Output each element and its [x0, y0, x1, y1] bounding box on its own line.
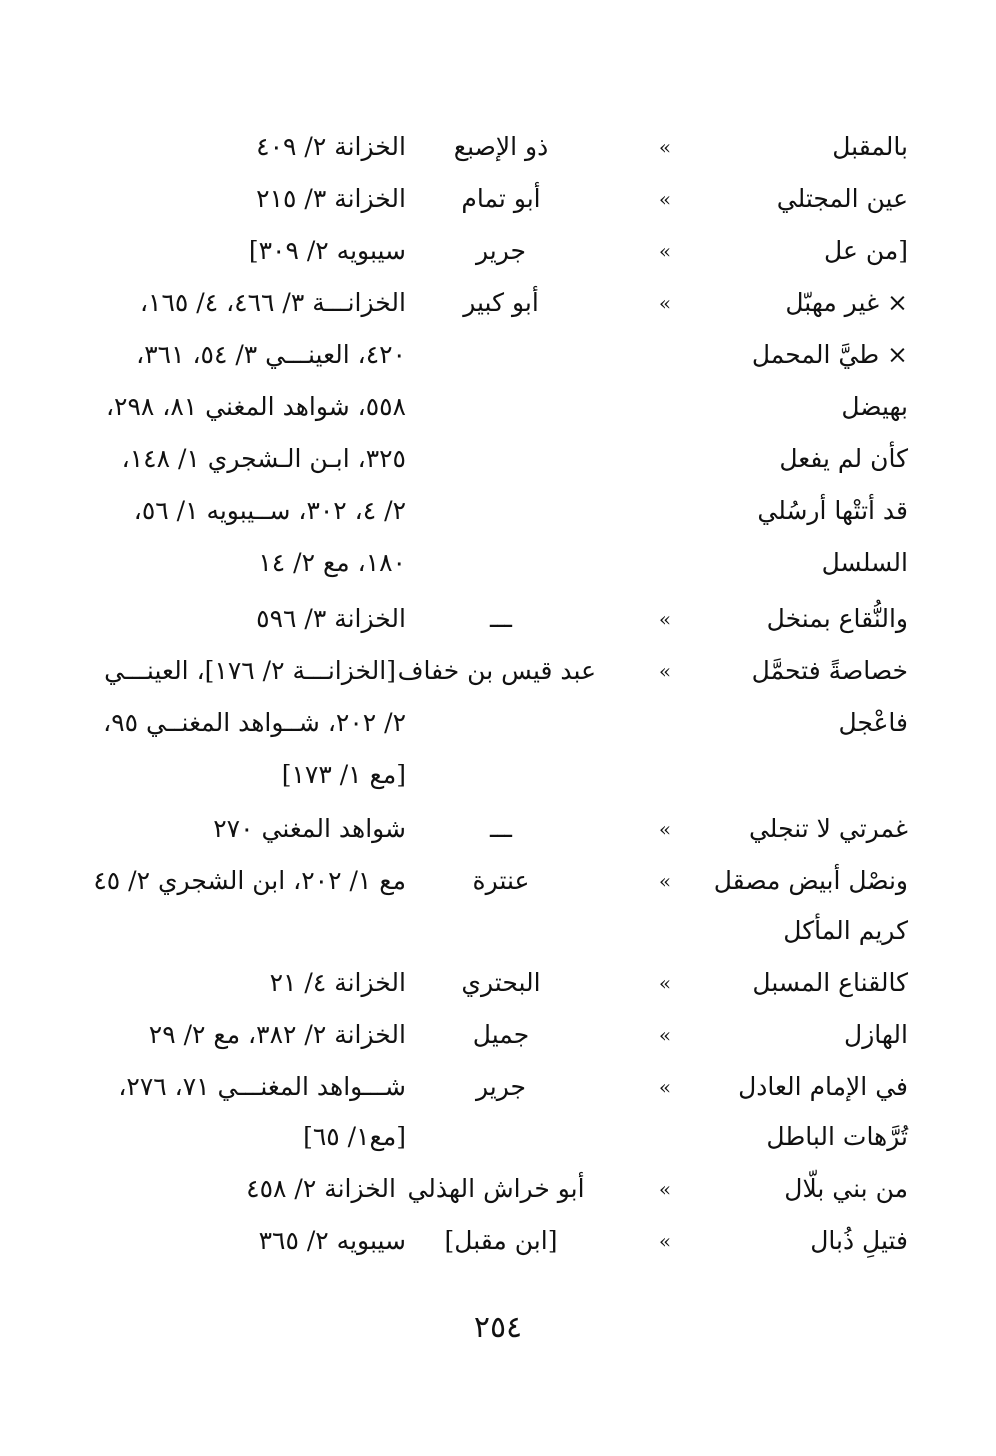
- source-reference: شواهد المغني ٢٧٠: [213, 814, 406, 843]
- ditto-mark: »: [658, 817, 672, 841]
- verse-ending: عين المجتلي: [776, 184, 908, 213]
- verse-ending: فاعْجل: [838, 708, 908, 737]
- source-reference: [مع١/ ٦٥]: [303, 1122, 406, 1151]
- source-reference: الخزانة ٢/ ٣٨٢، مع ٢/ ٢٩: [148, 1020, 406, 1049]
- table-row: [0, 856, 996, 906]
- verse-ending: والنُّقاع بمنخل: [766, 604, 908, 633]
- verse-ending: خصاصةً فتحمَّل: [751, 656, 908, 685]
- table-row: [0, 906, 996, 956]
- ditto-mark: »: [658, 291, 672, 315]
- poet-name: [ابن مقبل]: [444, 1226, 558, 1255]
- ditto-mark: »: [658, 1023, 672, 1047]
- table-row: [0, 1010, 996, 1060]
- verse-ending: كريم المأكل: [783, 916, 908, 945]
- verse-ending: فتيلِ ذُبال: [810, 1226, 908, 1255]
- ditto-mark: [640, 382, 690, 432]
- table-row: [0, 434, 996, 484]
- poet-name: [406, 1112, 596, 1162]
- ditto-mark: [640, 1112, 690, 1162]
- verse-ending: بالمقبل: [832, 132, 908, 161]
- poet-name: [406, 750, 596, 800]
- poet-name: جرير: [476, 236, 526, 265]
- source-reference: ٥٥٨، شواهد المغني ٨١، ٢٩٨،: [105, 392, 406, 421]
- source-reference: [الخزانـــة ٢/ ١٧٦]، العينـــي: [104, 656, 396, 685]
- table-row: [0, 646, 996, 696]
- poet-name: البحتري: [461, 968, 541, 997]
- table-row: [0, 1164, 996, 1214]
- ditto-mark: »: [658, 239, 672, 263]
- table-row: [0, 698, 996, 748]
- verse-ending: السلسل: [821, 548, 908, 577]
- source-reference: [66, 906, 406, 956]
- source-reference: سيبويه ٢/ ٣٦٥: [258, 1226, 406, 1255]
- ditto-mark: [640, 698, 690, 748]
- source-reference: الخزانة ٢/ ٤٥٨: [246, 1174, 396, 1203]
- verse-ending: تُرَّهات الباطل: [766, 1122, 908, 1151]
- source-reference: ٢/ ٤، ٣٠٢، ســيبويه ١/ ٥٦،: [133, 496, 406, 525]
- table-row: [0, 750, 996, 800]
- poet-name: عنترة: [472, 866, 530, 895]
- poet-name: ذو الإصبع: [453, 132, 549, 161]
- poet-name: ـــ: [490, 604, 512, 633]
- verse-ending: [من عل: [824, 236, 908, 265]
- verse-ending: بهيضل: [841, 392, 908, 421]
- table-row: [0, 1216, 996, 1266]
- table-row: [0, 958, 996, 1008]
- ditto-mark: [640, 750, 690, 800]
- poet-name: [406, 698, 596, 748]
- poet-name: جرير: [476, 1072, 526, 1101]
- table-row: [0, 278, 996, 328]
- verse-ending: × غير مهبّل: [785, 288, 908, 317]
- poet-name: جميل: [472, 1020, 530, 1049]
- poet-name: [406, 906, 596, 956]
- source-reference: الخزانة ٣/ ٥٩٦: [256, 604, 406, 633]
- ditto-mark: [640, 486, 690, 536]
- ditto-mark: »: [658, 1075, 672, 1099]
- table-row: [0, 330, 996, 380]
- source-reference: ٤٢٠، العينـــي ٣/ ٥٤، ٣٦١،: [136, 340, 406, 369]
- table-row: [0, 486, 996, 536]
- verse-ending: في الإمام العادل: [738, 1072, 908, 1101]
- poet-name: أبو كبير: [463, 288, 539, 317]
- verse-ending: كالقناع المسبل: [752, 968, 908, 997]
- ditto-mark: »: [658, 971, 672, 995]
- poet-name: أبو خراش الهذلي: [407, 1174, 585, 1203]
- table-row: [0, 538, 996, 588]
- ditto-mark: [640, 906, 690, 956]
- ditto-mark: [640, 330, 690, 380]
- verse-ending: من بني بلّال: [784, 1174, 908, 1203]
- poet-name: أبو تمام: [461, 184, 541, 213]
- verse-ending: [678, 750, 908, 800]
- verse-ending: ونصْل أبيض مصقل: [713, 866, 908, 895]
- poet-name: [406, 538, 596, 588]
- verse-ending: قد أتتْها أرسُلي: [757, 496, 908, 525]
- verse-ending: × طيَّ المحمل: [751, 340, 908, 369]
- poet-name: [406, 382, 596, 432]
- ditto-mark: [640, 538, 690, 588]
- source-reference: مع ١/ ٢٠٢، ابن الشجري ٢/ ٤٥: [93, 866, 406, 895]
- ditto-mark: »: [658, 1229, 672, 1253]
- source-reference: ٣٢٥، ابـن الـشجري ١/ ١٤٨،: [121, 444, 406, 473]
- ditto-mark: »: [658, 607, 672, 631]
- ditto-mark: »: [658, 659, 672, 683]
- table-row: [0, 226, 996, 276]
- source-reference: ٢/ ٢٠٢، شــواهد المغنــي ٩٥،: [103, 708, 406, 737]
- ditto-mark: »: [658, 869, 672, 893]
- verse-ending: الهازل: [844, 1020, 908, 1049]
- source-reference: شـــواهد المغنـــي ٧١، ٢٧٦،: [118, 1072, 406, 1101]
- table-row: [0, 594, 996, 644]
- table-row: [0, 804, 996, 854]
- table-row: [0, 122, 996, 172]
- source-reference: الخزانة ٢/ ٤٠٩: [256, 132, 406, 161]
- verse-ending: غمرتي لا تنجلي: [748, 814, 908, 843]
- source-reference: الخزانـــة ٣/ ٤٦٦، ٤/ ١٦٥،: [139, 288, 406, 317]
- source-reference: [مع ١/ ١٧٣]: [281, 760, 406, 789]
- ditto-mark: »: [658, 135, 672, 159]
- table-row: [0, 174, 996, 224]
- poet-name: [406, 486, 596, 536]
- poet-name: [406, 330, 596, 380]
- poet-name: [406, 434, 596, 484]
- ditto-mark: »: [658, 187, 672, 211]
- table-row: [0, 1112, 996, 1162]
- ditto-mark: [640, 434, 690, 484]
- source-reference: ١٨٠، مع ٢/ ١٤: [258, 548, 406, 577]
- ditto-mark: »: [658, 1177, 672, 1201]
- table-row: [0, 382, 996, 432]
- page-number: ٢٥٤: [473, 1310, 523, 1345]
- poet-name: عبد قيس بن خفاف: [397, 656, 596, 685]
- verse-ending: كأن لم يفعل: [779, 444, 908, 473]
- source-reference: الخزانة ٣/ ٢١٥: [256, 184, 406, 213]
- source-reference: الخزانة ٤/ ٢١: [269, 968, 406, 997]
- poet-name: ـــ: [490, 814, 512, 843]
- table-row: [0, 1062, 996, 1112]
- source-reference: سيبويه ٢/ ٣٠٩]: [248, 236, 406, 265]
